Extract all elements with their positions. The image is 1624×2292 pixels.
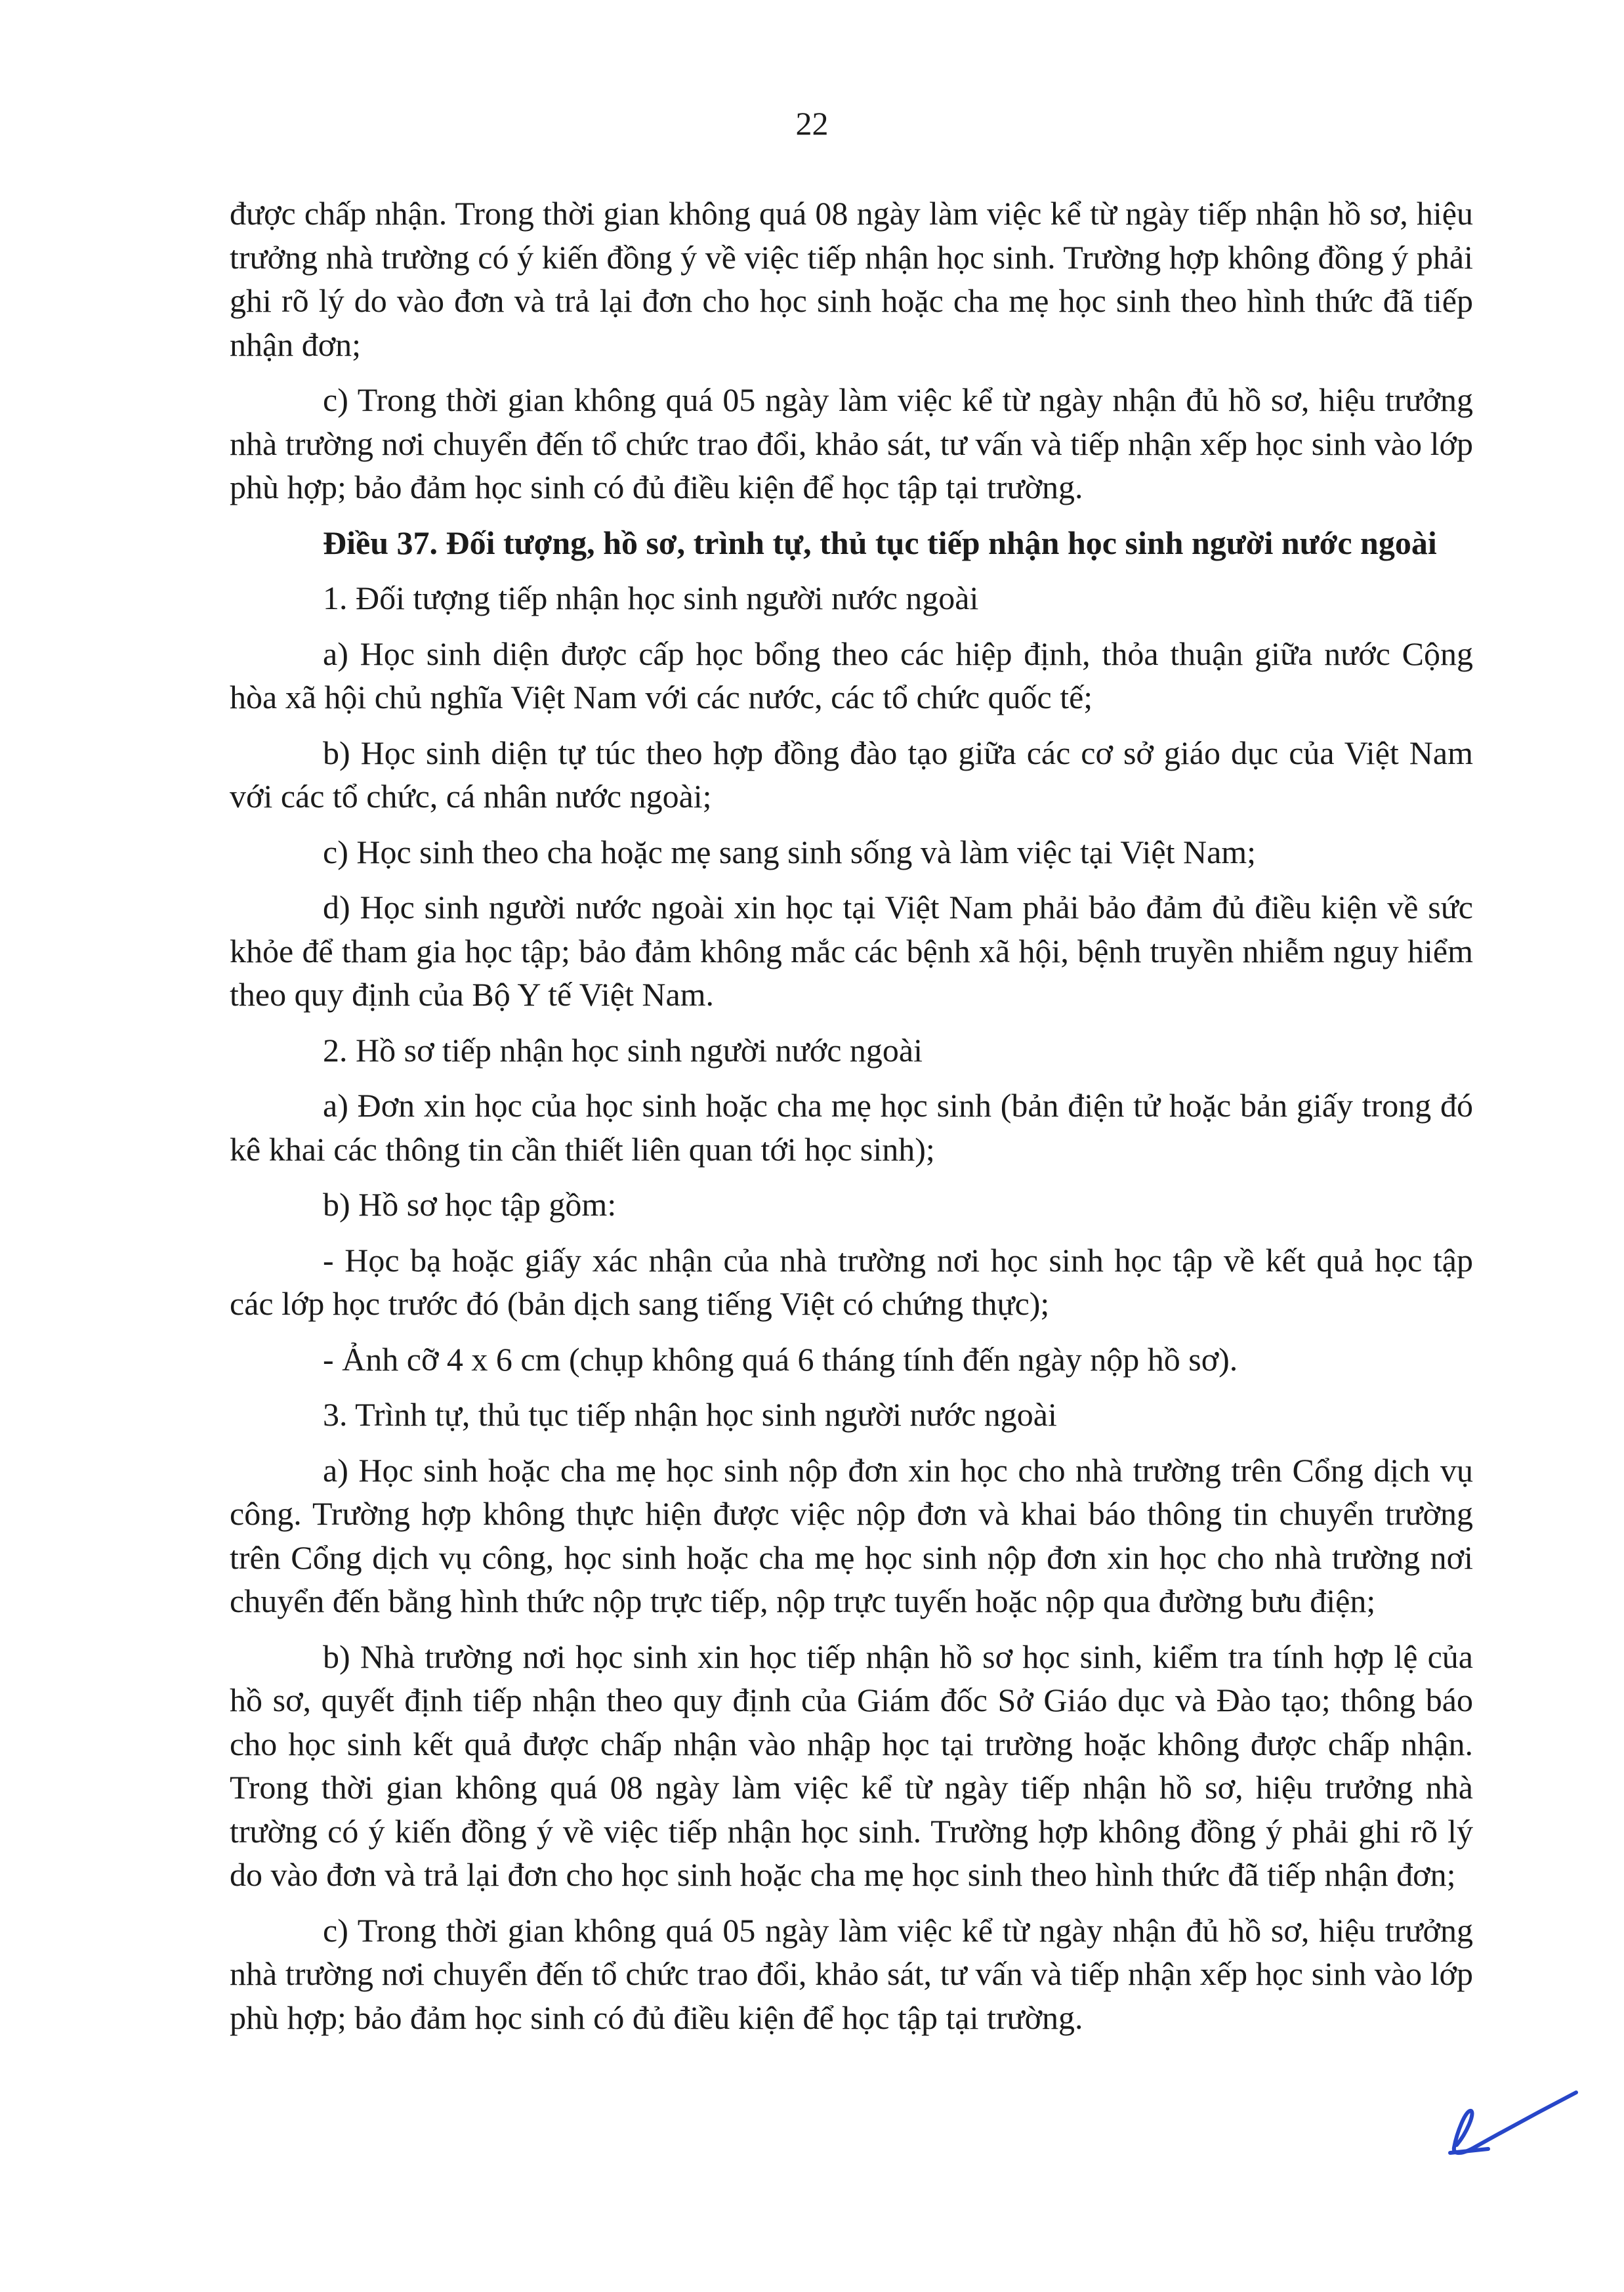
- section-2-title: 2. Hồ sơ tiếp nhận học sinh người nước ngoài: [323, 1031, 923, 1069]
- bullet-transcript: - Học bạ hoặc giấy xác nhận của nhà trường nơi học sinh học tập về kết quả học tập các lớp học trước đó (bản dịch sang tiếng Việt có chứng thực);: [230, 1241, 1473, 1322]
- paragraph-clause-c: c) Trong thời gian không quá 05 ngày làm việc kể từ ngày nhận đủ hồ sơ, hiệu trưởng nhà trường nơi chuyển đến tổ chức trao đổi, khảo sát, tư vấn và tiếp nhận xếp học sinh vào lớp phù hợp; bảo đảm học sinh có đủ điều kiện để học tập tại trường.: [230, 381, 1473, 505]
- article-37-heading: Điều 37. Đối tượng, hồ sơ, trình tự, thủ tục tiếp nhận học sinh người nước ngoài: [323, 524, 1437, 561]
- paragraph-1b: b) Học sinh diện tự túc theo hợp đồng đào tạo giữa các cơ sở giáo dục của Việt Nam với các tổ chức, cá nhân nước ngoài;: [230, 734, 1473, 815]
- paragraph-1d: d) Học sinh người nước ngoài xin học tại Việt Nam phải bảo đảm đủ điều kiện về sức khỏe để tham gia học tập; bảo đảm không mắc các bệnh xã hội, bệnh truyền nhiễm nguy hiểm theo quy định của Bộ Y tế Việt Nam.: [230, 889, 1473, 1013]
- initial-signature: [1437, 2087, 1581, 2159]
- bullet-photo: - Ảnh cỡ 4 x 6 cm (chụp không quá 6 tháng tính đến ngày nộp hồ sơ).: [323, 1340, 1238, 1378]
- page-number: 22: [795, 105, 829, 142]
- section-3-title: 3. Trình tự, thủ tục tiếp nhận học sinh người nước ngoài: [323, 1396, 1057, 1433]
- paragraph-3c: c) Trong thời gian không quá 05 ngày làm việc kể từ ngày nhận đủ hồ sơ, hiệu trưởng nhà trường nơi chuyển đến tổ chức trao đổi, khảo sát, tư vấn và tiếp nhận xếp học sinh vào lớp phù hợp; bảo đảm học sinh có đủ điều kiện để học tập tại trường.: [230, 1911, 1473, 2036]
- paragraph-1c: c) Học sinh theo cha hoặc mẹ sang sinh sống và làm việc tại Việt Nam;: [323, 833, 1257, 870]
- paragraph-3b: b) Nhà trường nơi học sinh xin học tiếp nhận hồ sơ học sinh, kiểm tra tính hợp lệ của hồ sơ, quyết định tiếp nhận theo quy định của Giám đốc Sở Giáo dục và Đào tạo; thông báo cho học sinh kết quả được chấp nhận vào nhập học tại trường hoặc không được chấp nhận. Trong thời gian không quá 08 ngày làm việc kể từ ngày tiếp nhận hồ sơ, hiệu trưởng nhà trường có ý kiến đồng ý về việc tiếp nhận học sinh. Trường hợp không đồng ý phải ghi rõ lý do vào đơn và trả lại đơn cho học sinh hoặc cha mẹ học sinh theo hình thức đã tiếp nhận đơn;: [230, 1638, 1473, 1893]
- paragraph-continuation: được chấp nhận. Trong thời gian không quá 08 ngày làm việc kể từ ngày tiếp nhận hồ sơ, hiệu trưởng nhà trường có ý kiến đồng ý về việc tiếp nhận học sinh. Trường hợp không đồng ý phải ghi rõ lý do vào đơn và trả lại đơn cho học sinh hoặc cha mẹ học sinh theo hình thức đã tiếp nhận đơn;: [230, 195, 1473, 363]
- paragraph-2b: b) Hồ sơ học tập gồm:: [323, 1186, 617, 1223]
- paragraph-2a: a) Đơn xin học của học sinh hoặc cha mẹ học sinh (bản điện tử hoặc bản giấy trong đó kê khai các thông tin cần thiết liên quan tới học sinh);: [230, 1087, 1473, 1168]
- paragraph-1a: a) Học sinh diện được cấp học bổng theo các hiệp định, thỏa thuận giữa nước Cộng hòa xã hội chủ nghĩa Việt Nam với các nước, các tổ chức quốc tế;: [230, 635, 1473, 715]
- section-1-title: 1. Đối tượng tiếp nhận học sinh người nước ngoài: [323, 580, 979, 616]
- document-body: [230, 192, 1473, 2051]
- paragraph-3a: a) Học sinh hoặc cha mẹ học sinh nộp đơn xin học cho nhà trường trên Cổng dịch vụ công. Trường hợp không thực hiện được việc nộp đơn và khai báo thông tin chuyển trường trên Cổng dịch vụ công, học sinh hoặc cha mẹ học sinh nộp đơn xin học cho nhà trường nơi chuyển đến bằng hình thức nộp trực tiếp, nộp trực tuyến hoặc nộp qua đường bưu điện;: [230, 1451, 1473, 1619]
